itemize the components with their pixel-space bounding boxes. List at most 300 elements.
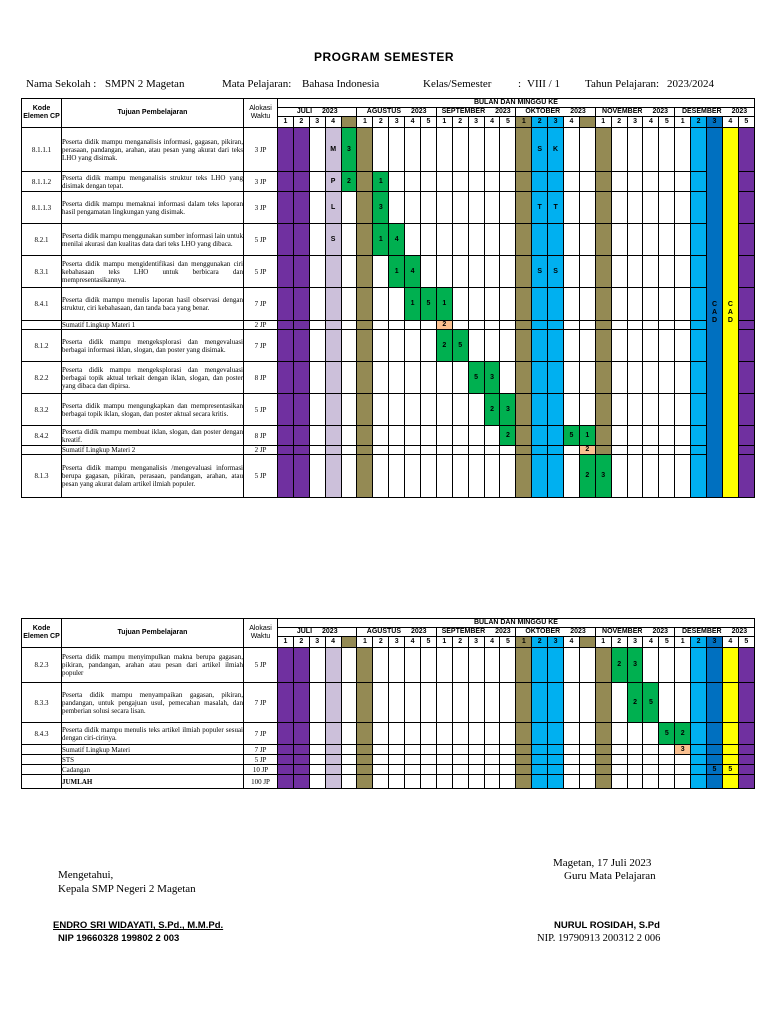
schedule-cell bbox=[738, 172, 754, 192]
schedule-cell bbox=[389, 446, 405, 455]
schedule-cell bbox=[627, 288, 643, 321]
schedule-table-2 bbox=[21, 618, 755, 789]
schedule-cell bbox=[484, 128, 500, 172]
month-header-oktober bbox=[516, 108, 595, 117]
schedule-cell bbox=[278, 765, 294, 775]
schedule-cell bbox=[325, 426, 341, 446]
schedule-cell bbox=[675, 765, 691, 775]
month-year: 2023 bbox=[411, 108, 427, 115]
header-code: Kode Elemen CP bbox=[22, 99, 62, 128]
schedule-cell bbox=[373, 288, 389, 321]
schedule-cell bbox=[532, 775, 548, 789]
schedule-cell bbox=[293, 775, 309, 789]
schedule-cell bbox=[579, 172, 595, 192]
schedule-cell bbox=[309, 755, 325, 765]
schedule-cell: 2 bbox=[579, 446, 595, 455]
schedule-cell: T bbox=[532, 192, 548, 224]
schedule-cell bbox=[278, 648, 294, 683]
schedule-cell bbox=[500, 256, 516, 288]
schedule-cell bbox=[579, 256, 595, 288]
schedule-cell: 2 bbox=[611, 648, 627, 683]
schedule-cell bbox=[643, 330, 659, 362]
schedule-cell bbox=[643, 172, 659, 192]
schedule-cell bbox=[532, 288, 548, 321]
schedule-cell bbox=[452, 224, 468, 256]
schedule-cell bbox=[468, 723, 484, 745]
schedule-cell: 2 bbox=[341, 172, 357, 192]
school-label: Nama Sekolah : bbox=[26, 78, 97, 90]
schedule-cell bbox=[325, 288, 341, 321]
schedule-cell bbox=[293, 362, 309, 394]
schedule-cell bbox=[436, 426, 452, 446]
table-row bbox=[22, 683, 755, 723]
table-row bbox=[22, 128, 755, 172]
schedule-cell bbox=[452, 394, 468, 426]
schedule-cell bbox=[500, 648, 516, 683]
schedule-cell bbox=[627, 362, 643, 394]
schedule-cell bbox=[611, 755, 627, 765]
row-code: 8.3.1 bbox=[22, 256, 62, 288]
schedule-cell bbox=[436, 683, 452, 723]
schedule-cell bbox=[293, 330, 309, 362]
week-header: 2 bbox=[293, 117, 309, 128]
schedule-cell bbox=[579, 394, 595, 426]
schedule-cell bbox=[516, 723, 532, 745]
schedule-cell bbox=[293, 288, 309, 321]
schedule-cell bbox=[548, 394, 564, 426]
week-header: 3 bbox=[707, 117, 723, 128]
schedule-cell bbox=[468, 755, 484, 765]
schedule-cell: 3 bbox=[500, 394, 516, 426]
schedule-cell bbox=[484, 426, 500, 446]
week-header: 3 bbox=[548, 117, 564, 128]
schedule-cell bbox=[564, 446, 580, 455]
schedule-cell bbox=[627, 172, 643, 192]
schedule-cell bbox=[436, 172, 452, 192]
week-header: 3 bbox=[468, 117, 484, 128]
month-header-oktober bbox=[516, 628, 595, 637]
schedule-cell bbox=[341, 224, 357, 256]
schedule-cell bbox=[452, 172, 468, 192]
schedule-cell bbox=[643, 446, 659, 455]
schedule-cell bbox=[325, 723, 341, 745]
schedule-cell: S bbox=[548, 256, 564, 288]
month-year: 2023 bbox=[322, 108, 338, 115]
schedule-cell bbox=[579, 362, 595, 394]
schedule-cell bbox=[675, 683, 691, 723]
schedule-cell bbox=[659, 224, 675, 256]
month-name: DESEMBER bbox=[681, 628, 722, 635]
schedule-cell bbox=[738, 256, 754, 288]
month-name: NOVEMBER bbox=[602, 628, 643, 635]
schedule-cell bbox=[643, 321, 659, 330]
schedule-cell bbox=[675, 455, 691, 498]
schedule-cell bbox=[325, 455, 341, 498]
month-year: 2023 bbox=[652, 108, 669, 115]
schedule-cell bbox=[325, 775, 341, 789]
schedule-cell: 1 bbox=[389, 256, 405, 288]
schedule-cell bbox=[468, 455, 484, 498]
schedule-cell bbox=[278, 745, 294, 755]
schedule-cell bbox=[516, 330, 532, 362]
row-code: 8.1.1.2 bbox=[22, 172, 62, 192]
teacher-nip: NIP. 19790913 200312 2 006 bbox=[537, 933, 661, 944]
schedule-cell bbox=[421, 648, 437, 683]
schedule-cell bbox=[595, 446, 611, 455]
week-header bbox=[579, 117, 595, 128]
schedule-cell bbox=[421, 330, 437, 362]
schedule-cell bbox=[278, 172, 294, 192]
schedule-cell bbox=[309, 288, 325, 321]
schedule-cell bbox=[516, 288, 532, 321]
schedule-cell bbox=[293, 765, 309, 775]
schedule-cell bbox=[405, 723, 421, 745]
schedule-cell bbox=[643, 426, 659, 446]
schedule-cell bbox=[643, 775, 659, 789]
schedule-cell bbox=[722, 755, 738, 765]
schedule-cell bbox=[516, 755, 532, 765]
schedule-cell bbox=[548, 455, 564, 498]
schedule-cell bbox=[564, 755, 580, 765]
row-objective: Peserta didik mampu menganalisis struktur teks LHO yang disimak dengan tepat. bbox=[62, 173, 243, 190]
schedule-cell bbox=[484, 455, 500, 498]
schedule-cell bbox=[325, 446, 341, 455]
schedule-cell bbox=[357, 172, 373, 192]
schedule-cell bbox=[309, 446, 325, 455]
schedule-cell bbox=[532, 362, 548, 394]
schedule-cell bbox=[691, 775, 707, 789]
schedule-cell bbox=[659, 321, 675, 330]
schedule-cell bbox=[564, 455, 580, 498]
row-code: 8.4.1 bbox=[22, 288, 62, 321]
schedule-cell bbox=[373, 362, 389, 394]
schedule-cell: 2 bbox=[675, 723, 691, 745]
schedule-cell bbox=[738, 723, 754, 745]
schedule-cell bbox=[452, 745, 468, 755]
schedule-cell bbox=[691, 765, 707, 775]
schedule-cell bbox=[691, 288, 707, 321]
schedule-cell bbox=[691, 723, 707, 745]
row-duration: 5 JP bbox=[244, 256, 278, 288]
schedule-cell bbox=[421, 446, 437, 455]
row-duration: 7 JP bbox=[244, 745, 278, 755]
schedule-cell bbox=[405, 128, 421, 172]
schedule-cell bbox=[405, 648, 421, 683]
header-code: Kode Elemen CP bbox=[22, 619, 62, 648]
schedule-cell bbox=[452, 683, 468, 723]
week-header: 2 bbox=[373, 637, 389, 648]
schedule-cell bbox=[436, 362, 452, 394]
schedule-cell bbox=[659, 683, 675, 723]
schedule-cell bbox=[564, 394, 580, 426]
schedule-cell bbox=[643, 745, 659, 755]
schedule-cell bbox=[293, 683, 309, 723]
schedule-cell bbox=[579, 128, 595, 172]
week-header: 3 bbox=[468, 637, 484, 648]
schedule-cell bbox=[595, 321, 611, 330]
week-header: 2 bbox=[532, 637, 548, 648]
row-duration: 3 JP bbox=[244, 172, 278, 192]
schedule-cell bbox=[421, 765, 437, 775]
schedule-cell bbox=[293, 755, 309, 765]
schedule-cell bbox=[532, 765, 548, 775]
week-header: 4 bbox=[325, 637, 341, 648]
schedule-cell: 3 bbox=[595, 455, 611, 498]
header-objective: Tujuan Pembelajaran bbox=[62, 99, 244, 128]
month-header-juli bbox=[278, 108, 357, 117]
schedule-cell bbox=[405, 172, 421, 192]
schedule-cell bbox=[579, 224, 595, 256]
table-row bbox=[22, 394, 755, 426]
week-header: 2 bbox=[611, 637, 627, 648]
schedule-cell bbox=[707, 745, 723, 755]
schedule-cell bbox=[500, 683, 516, 723]
schedule-cell bbox=[691, 321, 707, 330]
schedule-cell bbox=[548, 362, 564, 394]
schedule-cell bbox=[421, 426, 437, 446]
schedule-cell bbox=[548, 288, 564, 321]
schedule-cell bbox=[595, 755, 611, 765]
week-header: 1 bbox=[675, 637, 691, 648]
schedule-cell bbox=[341, 362, 357, 394]
week-header: 3 bbox=[389, 117, 405, 128]
schedule-cell bbox=[532, 455, 548, 498]
schedule-cell bbox=[579, 330, 595, 362]
schedule-cell bbox=[341, 394, 357, 426]
week-header: 1 bbox=[675, 117, 691, 128]
schedule-cell bbox=[436, 192, 452, 224]
schedule-cell bbox=[373, 128, 389, 172]
month-year: 2023 bbox=[570, 108, 586, 115]
schedule-cell bbox=[309, 683, 325, 723]
row-duration: 3 JP bbox=[244, 192, 278, 224]
schedule-cell bbox=[500, 288, 516, 321]
schedule-cell bbox=[516, 426, 532, 446]
schedule-cell bbox=[278, 192, 294, 224]
page-title: PROGRAM SEMESTER bbox=[313, 50, 454, 64]
schedule-cell bbox=[722, 745, 738, 755]
schedule-cell bbox=[595, 683, 611, 723]
schedule-cell bbox=[722, 648, 738, 683]
schedule-cell bbox=[659, 455, 675, 498]
principal-name: ENDRO SRI WIDAYATI, S.Pd., M.M.Pd. bbox=[53, 920, 224, 931]
schedule-cell: 5 bbox=[659, 723, 675, 745]
header-months-title: BULAN DAN MINGGU KE bbox=[278, 99, 755, 108]
schedule-cell bbox=[564, 128, 580, 172]
schedule-cell bbox=[309, 256, 325, 288]
schedule-cell bbox=[452, 455, 468, 498]
schedule-cell bbox=[293, 426, 309, 446]
schedule-cell bbox=[341, 288, 357, 321]
schedule-cell bbox=[436, 765, 452, 775]
schedule-cell: K bbox=[548, 128, 564, 172]
schedule-cell bbox=[436, 224, 452, 256]
schedule-cell bbox=[611, 683, 627, 723]
schedule-cell bbox=[548, 745, 564, 755]
schedule-cell bbox=[738, 648, 754, 683]
row-duration: 3 JP bbox=[244, 128, 278, 172]
schedule-cell bbox=[421, 755, 437, 765]
row-duration: 7 JP bbox=[244, 288, 278, 321]
week-header: 4 bbox=[484, 637, 500, 648]
schedule-cell bbox=[436, 455, 452, 498]
schedule-cell bbox=[643, 192, 659, 224]
schedule-cell bbox=[516, 648, 532, 683]
schedule-cell bbox=[722, 683, 738, 723]
schedule-cell bbox=[659, 426, 675, 446]
month-name: OKTOBER bbox=[525, 108, 561, 115]
week-header: 3 bbox=[627, 117, 643, 128]
row-objective: Peserta didik mampu mengidentifikasi dan menggunakan ciri kebahasaan teks LHO untuk berbicara dan mempresentasikannya. bbox=[62, 256, 244, 288]
schedule-cell bbox=[738, 330, 754, 362]
schedule-cell bbox=[373, 775, 389, 789]
schedule-cell bbox=[468, 648, 484, 683]
week-header: 2 bbox=[691, 637, 707, 648]
row-duration: 10 JP bbox=[244, 765, 278, 775]
schedule-cell bbox=[309, 394, 325, 426]
schedule-cell bbox=[341, 446, 357, 455]
week-header: 5 bbox=[659, 637, 675, 648]
schedule-cell bbox=[500, 330, 516, 362]
schedule-cell bbox=[468, 321, 484, 330]
schedule-cell bbox=[389, 394, 405, 426]
row-objective: Peserta didik mampu mengeksplorasi dan mengevaluasi berbagai informasi iklan, slogan, dan poster yang disimak. bbox=[62, 330, 244, 362]
schedule-cell bbox=[452, 765, 468, 775]
schedule-cell bbox=[516, 192, 532, 224]
schedule-cell bbox=[548, 224, 564, 256]
schedule-cell bbox=[468, 394, 484, 426]
schedule-cell bbox=[309, 321, 325, 330]
row-code bbox=[22, 321, 62, 330]
schedule-cell bbox=[595, 224, 611, 256]
row-duration: 2 JP bbox=[244, 446, 278, 455]
schedule-cell bbox=[389, 330, 405, 362]
row-code: 8.3.3 bbox=[22, 683, 62, 723]
schedule-cell bbox=[421, 192, 437, 224]
schedule-cell bbox=[564, 648, 580, 683]
schedule-cell bbox=[452, 446, 468, 455]
holiday-letter: C bbox=[727, 300, 733, 308]
schedule-cell bbox=[325, 362, 341, 394]
schedule-cell bbox=[484, 330, 500, 362]
row-code bbox=[22, 745, 62, 755]
schedule-cell bbox=[611, 321, 627, 330]
month-name: JULI bbox=[296, 628, 313, 635]
week-header bbox=[341, 637, 357, 648]
row-objective: Sumatif Lingkup Materi 2 bbox=[62, 446, 244, 455]
schedule-cell bbox=[484, 755, 500, 765]
schedule-cell bbox=[341, 755, 357, 765]
schedule-cell bbox=[278, 755, 294, 765]
schedule-cell: 4 bbox=[405, 256, 421, 288]
schedule-cell bbox=[278, 256, 294, 288]
schedule-cell bbox=[293, 172, 309, 192]
schedule-cell bbox=[484, 775, 500, 789]
schedule-cell bbox=[405, 765, 421, 775]
row-duration: 2 JP bbox=[244, 321, 278, 330]
schedule-cell bbox=[643, 765, 659, 775]
row-objective: Sumatif Lingkup Materi bbox=[62, 745, 244, 755]
schedule-cell bbox=[675, 446, 691, 455]
schedule-cell bbox=[548, 172, 564, 192]
week-header: 2 bbox=[452, 117, 468, 128]
table-row bbox=[22, 455, 755, 498]
schedule-cell bbox=[675, 775, 691, 789]
table-row bbox=[22, 256, 755, 288]
schedule-cell bbox=[611, 362, 627, 394]
schedule-cell bbox=[357, 745, 373, 755]
schedule-cell: 1 bbox=[436, 288, 452, 321]
schedule-cell: 5 bbox=[468, 362, 484, 394]
subject-value: Bahasa Indonesia bbox=[302, 78, 380, 90]
row-objective: JUMLAH bbox=[62, 775, 244, 789]
schedule-cell bbox=[595, 362, 611, 394]
schedule-cell bbox=[357, 446, 373, 455]
schedule-cell bbox=[357, 288, 373, 321]
year-value: 2023/2024 bbox=[667, 78, 715, 90]
schedule-cell bbox=[564, 683, 580, 723]
week-header: 5 bbox=[421, 117, 437, 128]
schedule-cell: M bbox=[325, 128, 341, 172]
row-objective: Peserta didik mampu menganalisis /mengevaluasi informasi berupa gagasan, pikiran, perasaan, pandangan, arahan, atau pesan yang akurat dalam artikel ilmiah populer. bbox=[62, 455, 244, 498]
schedule-cell bbox=[675, 224, 691, 256]
schedule-cell bbox=[421, 172, 437, 192]
schedule-cell bbox=[468, 128, 484, 172]
schedule-cell bbox=[341, 683, 357, 723]
schedule-cell bbox=[357, 224, 373, 256]
schedule-cell bbox=[659, 765, 675, 775]
schedule-cell bbox=[309, 723, 325, 745]
month-name: DESEMBER bbox=[681, 108, 722, 115]
month-year: 2023 bbox=[731, 108, 748, 115]
schedule-cell bbox=[659, 648, 675, 683]
schedule-cell bbox=[373, 745, 389, 755]
row-code: 8.4.3 bbox=[22, 723, 62, 745]
schedule-cell bbox=[691, 362, 707, 394]
table-row bbox=[22, 775, 755, 789]
schedule-cell bbox=[659, 745, 675, 755]
schedule-cell: 1 bbox=[373, 172, 389, 192]
schedule-cell bbox=[389, 172, 405, 192]
schedule-cell bbox=[468, 683, 484, 723]
month-name: OKTOBER bbox=[525, 628, 561, 635]
schedule-cell bbox=[452, 288, 468, 321]
schedule-cell bbox=[707, 648, 723, 683]
schedule-cell: 1 bbox=[405, 288, 421, 321]
schedule-cell bbox=[675, 426, 691, 446]
schedule-cell bbox=[278, 362, 294, 394]
row-objective: Peserta didik mampu menganalisis informasi, gagasan, pikiran, perasaan, pandangan, arahan, atau pesan yang akurat dari teks LHO yang disimak. bbox=[62, 128, 244, 172]
table-row bbox=[22, 172, 755, 192]
schedule-cell bbox=[325, 755, 341, 765]
month-name: NOVEMBER bbox=[602, 108, 643, 115]
schedule-cell: P bbox=[325, 172, 341, 192]
week-header bbox=[341, 117, 357, 128]
schedule-cell bbox=[707, 755, 723, 765]
schedule-cell bbox=[309, 745, 325, 755]
schedule-cell bbox=[357, 256, 373, 288]
schedule-cell bbox=[675, 172, 691, 192]
schedule-cell: 5 bbox=[643, 683, 659, 723]
table-row bbox=[22, 288, 755, 321]
schedule-cell bbox=[643, 723, 659, 745]
schedule-cell bbox=[468, 775, 484, 789]
week-header: 3 bbox=[548, 637, 564, 648]
table-row bbox=[22, 765, 755, 775]
row-objective: Peserta didik mampu menyampaikan gagasan, pikiran, pandangan, untuk pengajuan usul, pemecahan masalah, dan pemberian solusi secara lisan. bbox=[62, 683, 244, 723]
schedule-cell bbox=[579, 648, 595, 683]
schedule-cell bbox=[373, 765, 389, 775]
